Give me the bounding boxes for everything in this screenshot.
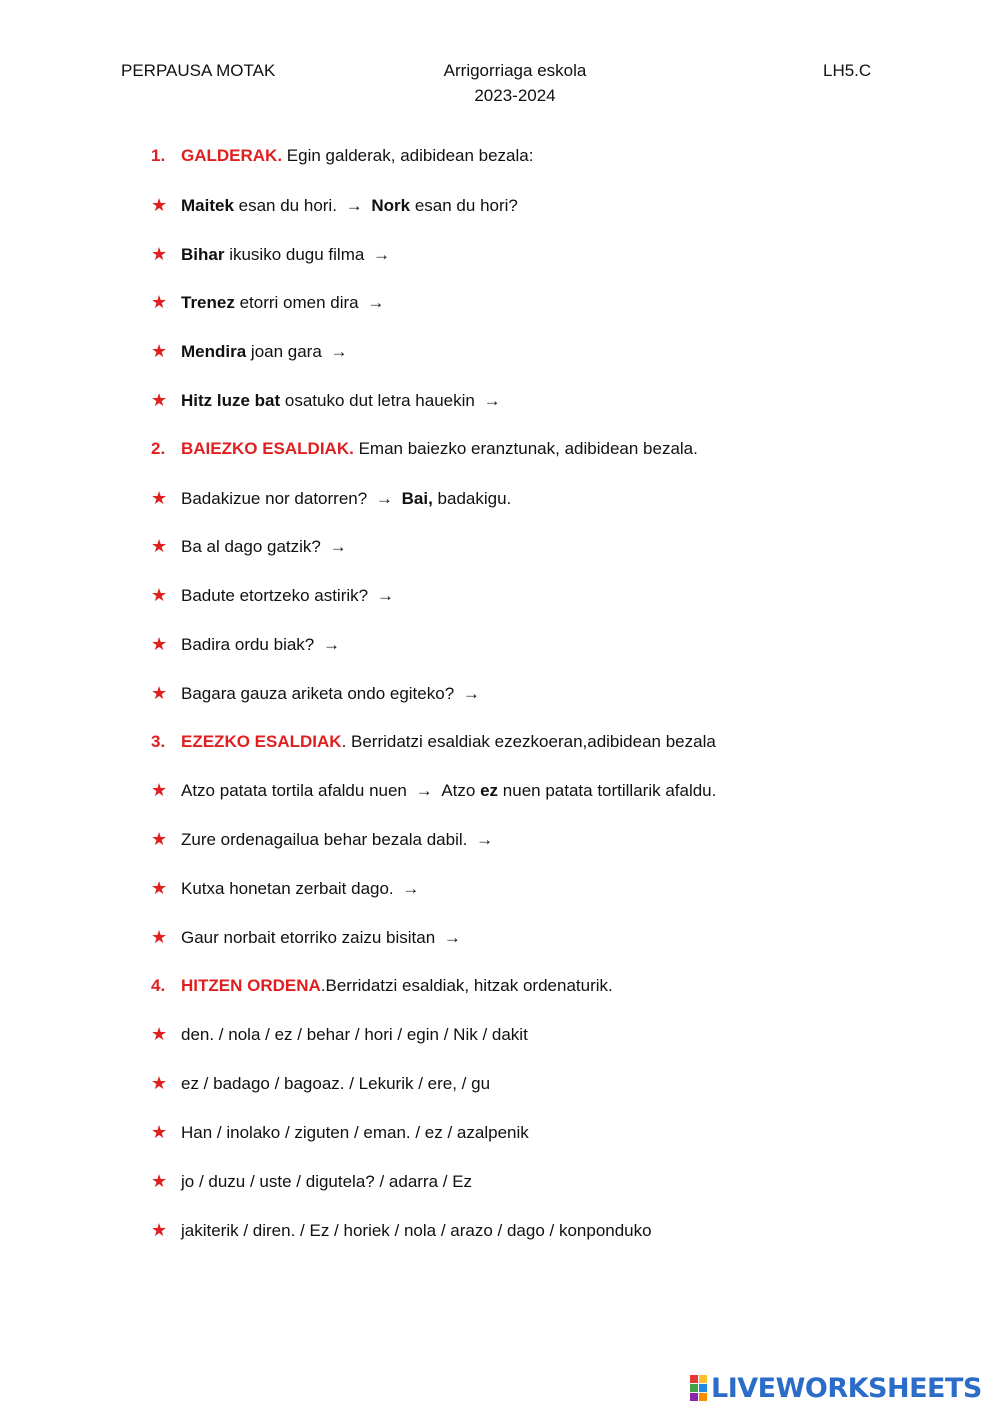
item-keyword: Maitek [181, 195, 234, 215]
item-text: Badakizue nor datorren? [181, 488, 368, 508]
arrow-icon: → [439, 927, 461, 947]
header-center [437, 61, 593, 106]
item-text: Bagara gauza ariketa ondo egiteko? [181, 683, 455, 703]
star-icon: ★ [151, 1073, 168, 1094]
example-answer-keyword: Bai, [401, 488, 433, 508]
section-title: BAIEZKO ESALDIAK. [181, 438, 354, 458]
item-text: Badira ordu biak? [181, 635, 315, 654]
item-text: Kutxa honetan zerbait dago. [181, 879, 394, 898]
exercise-item [151, 926, 465, 948]
arrow-icon: → [372, 586, 394, 606]
example-answer-keyword: Nork [371, 195, 411, 215]
exercise-item [151, 828, 497, 850]
section-heading [151, 145, 533, 167]
item-keyword: Mendira [181, 342, 247, 362]
exercise-item [151, 779, 716, 801]
item-keyword: Hitz luze bat [181, 391, 281, 410]
star-icon: ★ [151, 243, 168, 264]
example-answer-keyword: ez [480, 781, 499, 801]
section-instruction: Eman baiezko eranztunak, adibidean bezala. [353, 438, 698, 458]
exercise-item [151, 389, 505, 411]
exercise-item [151, 1121, 529, 1143]
star-icon: ★ [151, 487, 168, 508]
exercise-item [151, 584, 398, 606]
star-icon: ★ [151, 780, 168, 801]
exercise-item [151, 1072, 490, 1094]
arrow-icon: → [410, 781, 438, 801]
item-text: ez / badago / bagoaz. / Lekurik / ere, / gu [181, 1074, 491, 1094]
arrow-icon: → [478, 391, 501, 410]
arrow-icon: → [397, 879, 420, 898]
header-right: LH5.C [823, 61, 872, 80]
exercise-item [151, 1170, 472, 1192]
exercise-item [151, 1219, 652, 1241]
exercise-item [151, 340, 352, 362]
star-icon: ★ [151, 341, 168, 362]
liveworksheets-logo [690, 1372, 982, 1404]
exercise-item [151, 487, 511, 509]
item-text: Ba al dago gatzik? [181, 537, 321, 557]
star-icon: ★ [151, 536, 168, 557]
header-school: Arrigorriaga eskola [443, 61, 587, 80]
section-instruction: Egin galderak, adibidean bezala: [282, 146, 534, 165]
section-title: GALDERAK. [181, 146, 283, 165]
arrow-icon: → [325, 342, 348, 362]
item-text: etorri omen dira [234, 293, 359, 313]
star-icon: ★ [151, 878, 168, 898]
item-keyword: Bihar [181, 244, 225, 264]
section-number: 4. [151, 975, 166, 995]
section-title: EZEZKO ESALDIAK [181, 731, 342, 751]
logo-blocks-icon [690, 1375, 707, 1401]
item-text: Badute etortzeko astirik? [181, 586, 369, 606]
header-year: 2023-2024 [474, 86, 556, 105]
star-icon: ★ [151, 1170, 168, 1191]
section-instruction: . Berridatzi esaldiak ezezkoeran,adibidean bezala [341, 731, 716, 751]
item-text: osatuko dut letra hauekin [280, 391, 475, 410]
item-text: esan du hori. [233, 195, 337, 215]
section-number: 2. [151, 438, 166, 458]
item-text: ikusiko dugu filma [224, 244, 365, 264]
arrow-icon: → [458, 683, 480, 703]
arrow-icon: → [471, 830, 494, 850]
example-answer-text: badakigu. [432, 488, 512, 508]
exercise-item [151, 194, 518, 216]
section-instruction: .Berridatzi esaldiak, hitzak ordenaturik. [320, 975, 613, 995]
item-text: joan gara [246, 342, 322, 362]
exercise-item [151, 682, 484, 704]
arrow-icon: → [340, 195, 368, 215]
star-icon: ★ [151, 1024, 168, 1045]
star-icon: ★ [151, 585, 168, 606]
star-icon: ★ [151, 829, 168, 850]
item-keyword: Trenez [181, 293, 235, 313]
arrow-icon: → [368, 244, 391, 264]
section-number: 1. [151, 146, 166, 165]
exercise-item [151, 535, 351, 557]
star-icon: ★ [151, 634, 168, 654]
example-answer-text: esan du hori? [410, 195, 518, 215]
section-heading [151, 975, 613, 997]
star-icon: ★ [151, 1219, 168, 1240]
star-icon: ★ [151, 1122, 168, 1142]
item-text: Gaur norbait etorriko zaizu bisitan [181, 927, 436, 947]
logo-text: LIVEWORKSHEETS [711, 1372, 982, 1404]
star-icon: ★ [151, 682, 168, 703]
star-icon: ★ [151, 390, 168, 410]
exercise-item [151, 243, 394, 265]
exercise-item [151, 1023, 528, 1045]
section-title: HITZEN ORDENA [181, 975, 321, 995]
star-icon: ★ [151, 292, 168, 313]
arrow-icon: → [362, 293, 385, 313]
section-heading [151, 731, 716, 753]
arrow-icon: → [371, 488, 398, 508]
arrow-icon: → [318, 635, 340, 654]
exercise-item [151, 877, 423, 899]
item-text: Han / inolako / ziguten / eman. / ez / azalpenik [181, 1123, 529, 1142]
item-text: den. / nola / ez / behar / hori / egin / Nik / dakit [181, 1025, 528, 1045]
item-text: jo / duzu / uste / digutela? / adarra / Ez [181, 1171, 473, 1191]
header-left: PERPAUSA MOTAK [121, 61, 276, 80]
section-heading [151, 438, 698, 460]
arrow-icon: → [324, 537, 347, 557]
exercise-item [151, 633, 344, 655]
example-answer-text: nuen patata tortillarik afaldu. [498, 781, 717, 801]
star-icon: ★ [151, 194, 168, 215]
star-icon: ★ [151, 926, 168, 947]
example-answer-text: Atzo [441, 781, 481, 801]
item-text: Atzo patata tortila afaldu nuen [181, 781, 407, 801]
exercise-item [151, 291, 388, 313]
item-text: jakiterik / diren. / Ez / horiek / nola / arazo / dago / konponduko [181, 1220, 652, 1240]
section-number: 3. [151, 731, 166, 751]
item-text: Zure ordenagailua behar bezala dabil. [181, 830, 468, 850]
